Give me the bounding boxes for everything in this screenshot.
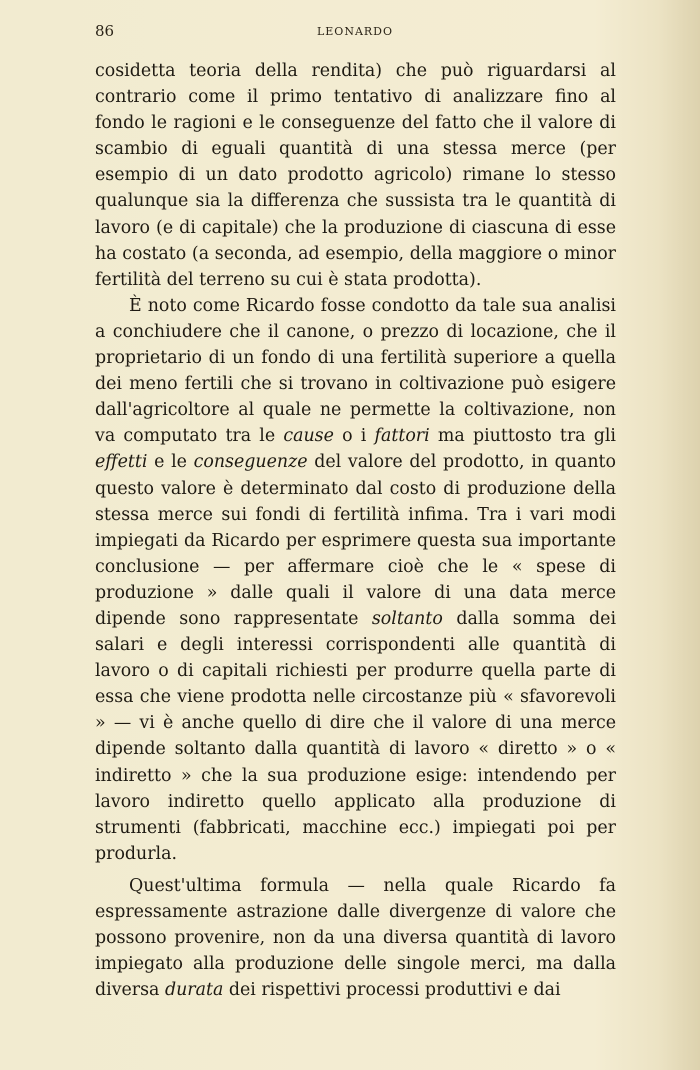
text-run: o i [333, 426, 375, 447]
page-header [95, 22, 615, 42]
page-number: 86 [95, 22, 115, 40]
paragraph [95, 58, 616, 293]
italic-term: fattori [374, 426, 430, 447]
text-run: del valore del prodotto, in quanto questo valore è determinato dal costo di produzione della stessa merce sui fondi di fertilità infima. Tra i vari modi impiegati da Ricardo per esprimere questa sua importante conclusione — per affermare cioè che le « spese di produzione » dalle quali il valore di una data merce dipende sono rappresentate [95, 452, 616, 629]
italic-term: cause [283, 426, 334, 447]
text-run: È noto come Ricardo fosse condotto da tale sua analisi a conchiudere che il canone, o prezzo di locazione, che il proprietario di un fondo di una fertilità superiore a quella dei meno fertili che si trovano in coltivazione può esigere dall'agricoltore al quale ne permette la coltivazione, non va computato tra le [95, 295, 616, 447]
italic-term: durata [164, 980, 224, 1001]
text-run: dalla somma dei salari e degli interessi corrispondenti alle quantità di lavoro o di capitali richiesti per produrre quella parte di essa che viene prodotta nelle circostanze più « sfavorevoli » — vi è anche quello di dire che il valore di una merce dipende soltanto dalla quantità di lavoro « diretto » o « indiretto » che la sua produzione esige: intendendo per lavoro indiretto quello applicato alla produzione di strumenti (fabbricati, macchine ecc.) impiegati poi per produrla. [95, 608, 617, 864]
body-text [95, 58, 616, 1003]
text-run: e le [147, 452, 194, 473]
paragraph [95, 293, 616, 867]
italic-term: soltanto [371, 608, 443, 629]
italic-term: conseguenze [193, 452, 308, 473]
italic-term: effetti [95, 452, 148, 473]
running-head: LEONARDO [316, 25, 394, 38]
paragraph [95, 873, 616, 1003]
text-run: dei rispettivi processi produttivi e dai [223, 980, 561, 1001]
text-run: Quest'ultima formula — nella quale Ricardo fa espressamente astrazione dalle divergenze di valore che possono provenire, non da una diversa quantità di lavoro impiegato alla produzione delle singole merci, ma dalla diversa [95, 875, 616, 1001]
text-run: cosidetta teoria della rendita) che può riguardarsi al contrario come il primo tentativo di analizzare fino al fondo le ragioni e le conseguenze del fatto che il valore di scambio di eguali quantità di una stessa merce (per esempio di un dato prodotto agricolo) rimane lo stesso qualunque sia la differenza che sussista tra le quantità di lavoro (e di capitale) che la produzione di ciascuna di esse ha costato (a seconda, ad esempio, della maggiore o minor fertilità del terreno su cui è stata prodotta). [95, 61, 616, 290]
text-run: ma piuttosto tra gli [429, 426, 616, 447]
